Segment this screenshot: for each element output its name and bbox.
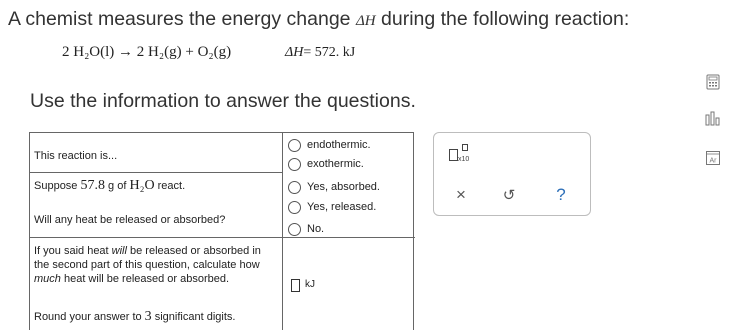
row2-label: Suppose 57.8 g of H₂O react. — [34, 178, 186, 193]
row5-instructions: Round your answer to 3 significant digits. — [34, 309, 236, 324]
delta-h-symbol: ΔH — [355, 13, 376, 29]
calculator-icon[interactable] — [705, 74, 721, 90]
row4-instructions: If you said heat will be released or absorbed in the second part of this question, calculate how much heat will be released or absorbed. — [34, 245, 261, 285]
delta-h-value: ΔH= 572. kJ — [285, 45, 356, 60]
x10-label: x10 — [458, 156, 470, 163]
close-icon: × — [456, 185, 466, 204]
option-yes-absorbed[interactable]: Yes, absorbed. — [288, 179, 380, 195]
question-table — [29, 132, 414, 330]
radio-button[interactable] — [288, 223, 301, 236]
table-column-divider — [282, 133, 283, 330]
scientific-notation-button[interactable] — [449, 144, 479, 168]
option-endothermic[interactable]: endothermic. — [288, 137, 371, 153]
clear-button[interactable] — [451, 185, 471, 205]
bar-chart-icon[interactable] — [705, 111, 721, 127]
heat-answer-input[interactable] — [291, 279, 300, 292]
tool-panel — [433, 132, 591, 216]
reaction-equation: 2 H₂O(l) → 2 H₂(g) + O₂(g) — [62, 44, 232, 60]
undo-icon: ↺ — [502, 187, 516, 204]
option-exothermic[interactable]: exothermic. — [288, 156, 364, 172]
radio-button[interactable] — [288, 158, 301, 171]
svg-text:Ar: Ar — [709, 157, 717, 165]
instructions-text: Use the information to answer the questions. — [30, 90, 416, 112]
row1-label: This reaction is... — [34, 150, 118, 162]
option-no[interactable]: No. — [288, 221, 324, 237]
undo-button[interactable] — [499, 185, 519, 205]
answer-unit-label: kJ — [305, 279, 315, 290]
mantissa-box-icon — [449, 149, 458, 161]
option-yes-released[interactable]: Yes, released. — [288, 199, 376, 215]
row-divider — [30, 237, 415, 238]
radio-button[interactable] — [288, 181, 301, 194]
radio-button[interactable] — [288, 201, 301, 214]
question-title: A chemist measures the energy change ΔH during the following reaction: — [8, 8, 630, 30]
row3-label: Will any heat be released or absorbed? — [34, 214, 226, 226]
help-icon: ? — [556, 185, 566, 204]
exponent-box-icon — [462, 144, 468, 151]
periodic-table-icon[interactable] — [705, 150, 721, 166]
row-divider — [30, 172, 282, 173]
help-button[interactable] — [551, 185, 571, 205]
radio-button[interactable] — [288, 139, 301, 152]
